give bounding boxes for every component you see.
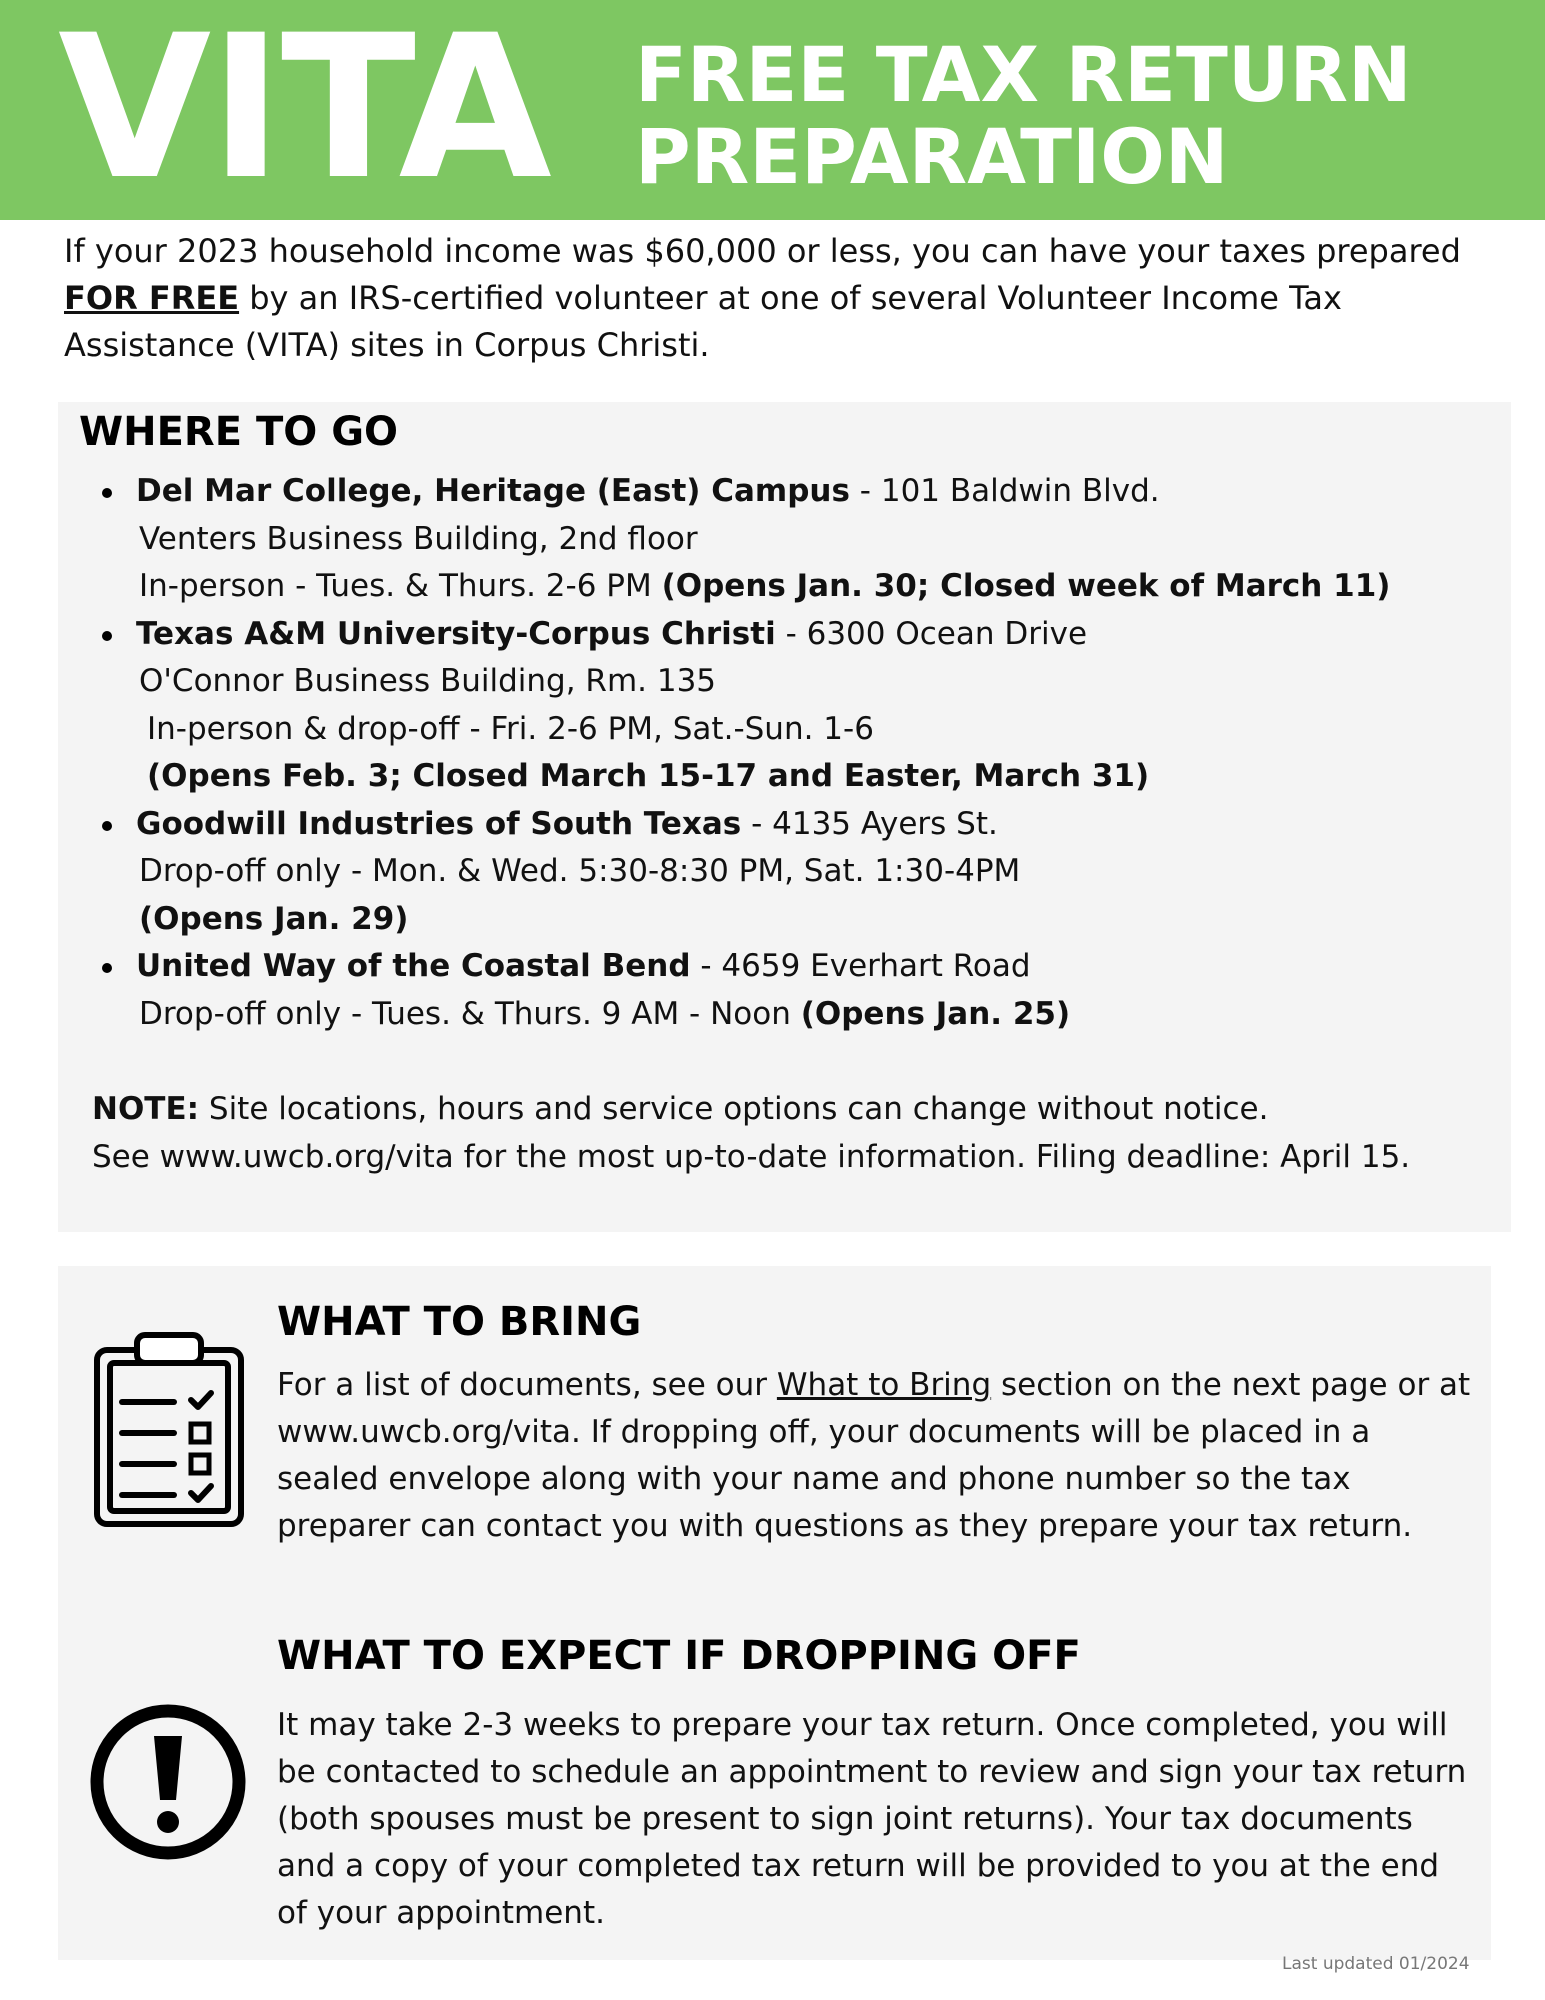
bullet-icon: [102, 821, 112, 831]
list-item: [96, 611, 1496, 801]
site-hours-note: (Opens Jan. 25): [800, 995, 1071, 1032]
note-line2: See www.uwcb.org/vita for the most up-to-date information. Filing deadline: April 15.: [92, 1138, 1411, 1175]
note-label: NOTE:: [92, 1091, 200, 1127]
what-to-expect-heading: WHAT TO EXPECT IF DROPPING OFF: [277, 1633, 1081, 1679]
site-address: - 4135 Ayers St.: [741, 805, 998, 842]
site-address: - 4659 Everhart Road: [690, 948, 1031, 984]
what-to-bring-heading: WHAT TO BRING: [277, 1299, 642, 1345]
bullet-icon: [102, 631, 112, 641]
what-to-expect-text: It may take 2-3 weeks to prepare your tax return. Once completed, you will be contacted to schedule an appointment to review and sign your tax return (both spouses must be present to sign joint returns). Your tax documents and a copy of your completed tax return will be provided to you at the end of your appointment.: [277, 1707, 1467, 1931]
exclamation-circle-icon: [88, 1702, 248, 1862]
bullet-icon: [102, 488, 112, 498]
site-hours: In-person - Tues. & Thurs. 2-6 PM: [139, 568, 662, 604]
intro-paragraph: [64, 228, 1484, 369]
site-name: United Way of the Coastal Bend: [136, 948, 691, 984]
checklist-clipboard-icon: [92, 1330, 246, 1530]
bullet-icon: [102, 963, 112, 973]
banner-subtitle-line1: FREE TAX RETURN: [635, 30, 1412, 119]
site-hours-note: (Opens Jan. 30; Closed week of March 11): [661, 568, 1391, 604]
what-to-bring-text-before: For a list of documents, see our: [277, 1367, 777, 1403]
what-to-bring-text-after: section on the next page or at www.uwcb.org/vita. If dropping off, your documents will be placed in a sealed envelope along with your name and phone number so the tax preparer can contact you with questions as they prepare your tax return.: [277, 1367, 1471, 1544]
banner-subtitle-line2: PREPARATION: [635, 112, 1229, 201]
intro-emphasis: FOR FREE: [64, 279, 240, 317]
site-name: Texas A&M University-Corpus Christi: [136, 615, 776, 652]
list-item: [96, 468, 1496, 611]
where-to-go-heading: WHERE TO GO: [79, 409, 399, 455]
note-block: [92, 1086, 1492, 1181]
site-hours: In-person & drop-off - Fri. 2-6 PM, Sat.-Sun. 1-6: [147, 710, 874, 747]
site-building: Venters Business Building, 2nd floor: [139, 520, 698, 557]
site-hours: Drop-off only - Mon. & Wed. 5:30-8:30 PM, Sat. 1:30-4PM: [139, 853, 1021, 889]
site-building: O'Connor Business Building, Rm. 135: [139, 663, 717, 699]
site-hours: Drop-off only - Tues. & Thurs. 9 AM - Noon: [139, 995, 801, 1032]
site-address: - 101 Baldwin Blvd.: [849, 473, 1160, 509]
what-to-bring-text: [277, 1362, 1477, 1550]
note-line1: Site locations, hours and service options can change without notice.: [199, 1091, 1269, 1127]
list-item: [96, 943, 1496, 1038]
intro-text-after: by an IRS-certified volunteer at one of several Volunteer Income Tax Assistance (VITA) sites in Corpus Christi.: [64, 279, 1342, 364]
site-address: - 6300 Ocean Drive: [775, 615, 1088, 652]
site-name: Del Mar College, Heritage (East) Campus: [136, 473, 850, 509]
site-list: [96, 468, 1496, 1038]
site-name: Goodwill Industries of South Texas: [136, 805, 742, 842]
site-hours-note: (Opens Feb. 3; Closed March 15-17 and Easter, March 31): [147, 758, 1150, 794]
intro-text-before: If your 2023 household income was $60,000 or less, you can have your taxes prepared: [64, 232, 1461, 270]
site-hours-note: (Opens Jan. 29): [139, 900, 409, 937]
last-updated-text: Last updated 01/2024: [1282, 1954, 1470, 1974]
what-to-bring-link[interactable]: What to Bring: [776, 1367, 992, 1403]
banner-subtitle: [635, 30, 1412, 201]
list-item: [96, 801, 1496, 944]
vita-logo-text: VITA: [58, 0, 550, 223]
header-banner: [0, 0, 1545, 223]
